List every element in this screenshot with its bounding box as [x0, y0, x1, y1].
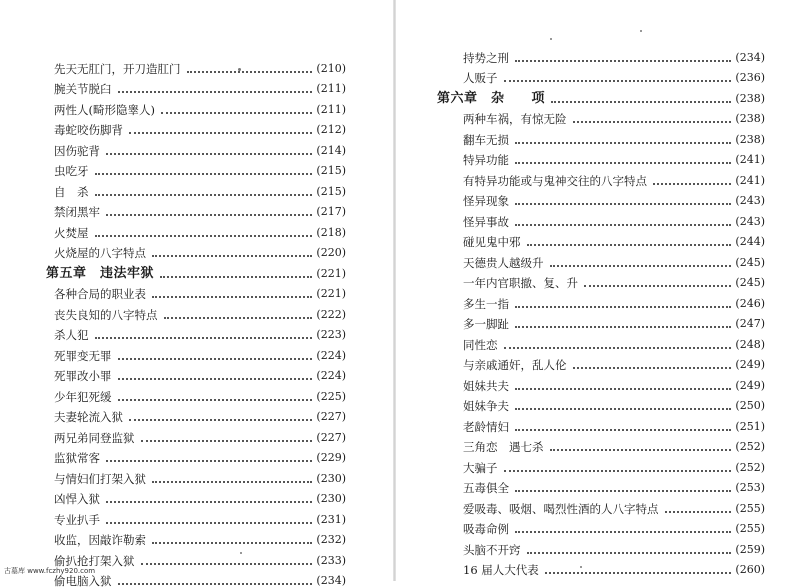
toc-entry-title: 姐妹共夫 — [455, 379, 509, 393]
toc-entry-title: 三角恋 遇七杀 — [455, 440, 544, 454]
toc-entry — [46, 178, 346, 199]
toc-entry-title: 偷扒抢打架入狱 — [46, 554, 135, 568]
dot-leader — [515, 162, 731, 164]
toc-entry-title: 凶悍入狱 — [46, 492, 100, 506]
toc-page-number: (220) — [316, 246, 346, 260]
toc-page-number: (241) — [735, 153, 765, 167]
dot-leader — [504, 80, 732, 82]
toc-page-number: (212) — [316, 123, 346, 137]
toc-entry-title: 一年内官职撤、复、升 — [455, 276, 578, 290]
dot-leader — [95, 173, 313, 175]
toc-entry — [455, 229, 765, 250]
toc-entry — [455, 516, 765, 537]
toc-entry-title: 姐妹争夫 — [455, 399, 509, 413]
dot-leader — [106, 214, 312, 216]
toc-entry — [455, 44, 765, 65]
toc-entry-title: 与亲戚通奸，乱人伦 — [455, 358, 567, 372]
toc-entry-title: 第六章 杂 项 — [437, 92, 545, 106]
toc-entry-title: 死罪改小罪 — [46, 369, 112, 383]
toc-entry — [46, 404, 346, 425]
toc-entry — [46, 301, 346, 322]
toc-page-number: (229) — [316, 451, 346, 465]
scan-speck — [580, 566, 582, 568]
dot-leader — [129, 419, 312, 421]
toc-page-number: (230) — [316, 472, 346, 486]
toc-entry-title: 虫吃牙 — [46, 164, 89, 178]
dot-leader — [95, 235, 313, 237]
toc-entry — [46, 281, 346, 302]
dot-leader — [129, 132, 312, 134]
toc-entry — [455, 413, 765, 434]
dot-leader — [515, 429, 731, 431]
toc-entry-title: 怪异现象 — [455, 194, 509, 208]
toc-entry-title: 杀人犯 — [46, 328, 89, 342]
dot-leader — [141, 440, 313, 442]
toc-page-number: (234) — [735, 51, 765, 65]
toc-entry — [455, 208, 765, 229]
dot-leader — [187, 71, 313, 73]
toc-entry — [455, 106, 765, 127]
dot-leader — [515, 60, 731, 62]
dot-leader — [118, 358, 313, 360]
toc-entry-title: 老龄情妇 — [455, 420, 509, 434]
toc-entry-title: 多一脚趾 — [455, 317, 509, 331]
toc-entry — [46, 383, 346, 404]
dot-leader — [515, 326, 731, 328]
toc-entry-title: 死罪变无罪 — [46, 349, 112, 363]
dot-leader — [152, 255, 312, 257]
toc-page-number: (252) — [735, 440, 765, 454]
dot-leader — [118, 378, 313, 380]
dot-leader — [515, 388, 731, 390]
toc-page-number: (211) — [316, 103, 346, 117]
toc-entry-title: 火烧屋的八字特点 — [46, 246, 146, 260]
toc-entry-title: 火焚屋 — [46, 226, 89, 240]
dot-leader — [515, 531, 731, 533]
site-watermark: 古墓库 www.fczhy920.com — [4, 566, 95, 576]
toc-entry-title: 自 杀 — [46, 185, 89, 199]
toc-entry-title: 专业扒手 — [46, 513, 100, 527]
toc-entry-title: 偷电脑入狱 — [46, 574, 112, 588]
toc-entry — [46, 219, 346, 240]
toc-page-number: (243) — [735, 194, 765, 208]
toc-page-number: (233) — [316, 554, 346, 568]
toc-page-number: (217) — [316, 205, 346, 219]
toc-page-number: (259) — [735, 543, 765, 557]
dot-leader — [160, 276, 312, 278]
toc-entry-title: 两兄弟同登监狱 — [46, 431, 135, 445]
toc-entry — [455, 126, 765, 147]
toc-page-number: (211) — [316, 82, 346, 96]
toc-entry — [455, 454, 765, 475]
dot-leader — [653, 183, 731, 185]
toc-page-number: (214) — [316, 144, 346, 158]
left-page — [0, 0, 396, 581]
toc-entry — [46, 465, 346, 486]
toc-entry — [46, 76, 346, 97]
dot-leader — [515, 306, 731, 308]
dot-leader — [527, 244, 732, 246]
toc-entry-title: 爱吸毒、吸烟、喝烈性酒的人八字特点 — [455, 502, 659, 516]
toc-page-number: (249) — [735, 358, 765, 372]
toc-entry — [455, 270, 765, 291]
toc-entry-title: 碰见鬼中邪 — [455, 235, 521, 249]
toc-page-number: (255) — [735, 522, 765, 536]
dot-leader — [573, 121, 732, 123]
toc-page-number: (238) — [735, 112, 765, 126]
toc-entry-title: 各种合局的职业表 — [46, 287, 146, 301]
toc-entry — [455, 249, 765, 270]
dot-leader — [550, 265, 732, 267]
dot-leader — [515, 408, 731, 410]
dot-leader — [95, 337, 313, 339]
toc-entry-title: 16 届人大代表 — [455, 563, 539, 577]
toc-entry-title: 丧失良知的八字特点 — [46, 308, 158, 322]
toc-page-number: (223) — [316, 328, 346, 342]
toc-entry — [46, 322, 346, 343]
dot-leader — [164, 317, 313, 319]
toc-page-number: (232) — [316, 533, 346, 547]
dot-leader — [551, 101, 731, 103]
scan-speck — [640, 30, 642, 32]
toc-entry — [46, 363, 346, 384]
dot-leader — [545, 572, 732, 574]
toc-page-number: (221) — [316, 267, 346, 281]
dot-leader — [515, 142, 731, 144]
dot-leader — [106, 460, 312, 462]
dot-leader — [584, 285, 731, 287]
dot-leader — [95, 194, 313, 196]
toc-page-number: (241) — [735, 174, 765, 188]
toc-page-number: (243) — [735, 215, 765, 229]
toc-entry-title: 多生一指 — [455, 297, 509, 311]
toc-entry-title: 禁闭黑牢 — [46, 205, 100, 219]
toc-entry — [455, 372, 765, 393]
scan-speck — [238, 68, 241, 71]
toc-entry-title: 第五章 违法牢狱 — [46, 267, 154, 281]
toc-entry-title: 吸毒命例 — [455, 522, 509, 536]
toc-entry — [455, 495, 765, 516]
dot-leader — [161, 112, 312, 114]
toc-page-number: (245) — [735, 256, 765, 270]
toc-chapter-heading — [455, 85, 765, 106]
toc-page-number: (215) — [316, 164, 346, 178]
toc-page-number: (250) — [735, 399, 765, 413]
dot-leader — [527, 552, 732, 554]
toc-entry — [455, 475, 765, 496]
scan-speck — [240, 552, 242, 554]
toc-page-number: (238) — [735, 133, 765, 147]
toc-entry — [455, 557, 765, 578]
toc-list-right — [455, 44, 765, 577]
toc-entry — [46, 199, 346, 220]
toc-page-number: (252) — [735, 461, 765, 475]
toc-entry — [46, 96, 346, 117]
toc-entry-title: 监狱常客 — [46, 451, 100, 465]
toc-page-number: (215) — [316, 185, 346, 199]
dot-leader — [515, 490, 731, 492]
toc-entry — [455, 393, 765, 414]
toc-entry-title: 先天无肛门，开刀造肛门 — [46, 62, 181, 76]
dot-leader — [515, 203, 731, 205]
toc-page-number: (218) — [316, 226, 346, 240]
toc-entry — [46, 240, 346, 261]
toc-entry — [455, 188, 765, 209]
toc-entry-title: 两种车祸，有惊无险 — [455, 112, 567, 126]
toc-entry-title: 腕关节脱臼 — [46, 82, 112, 96]
toc-entry — [46, 486, 346, 507]
toc-entry — [455, 434, 765, 455]
toc-page-number: (224) — [316, 349, 346, 363]
toc-entry — [46, 527, 346, 548]
toc-entry-title: 少年犯死缓 — [46, 390, 112, 404]
toc-page-number: (245) — [735, 276, 765, 290]
toc-entry-title: 两性人(畸形隐睾人) — [46, 103, 155, 117]
dot-leader — [573, 367, 732, 369]
dot-leader — [106, 153, 312, 155]
toc-entry-title: 天德贵人越级升 — [455, 256, 544, 270]
toc-entry — [455, 167, 765, 188]
toc-page-number: (251) — [735, 420, 765, 434]
toc-entry-title: 与情妇们打架入狱 — [46, 472, 146, 486]
toc-page-number: (227) — [316, 410, 346, 424]
toc-entry-title: 特异功能 — [455, 153, 509, 167]
dot-leader — [118, 399, 313, 401]
toc-page-number: (244) — [735, 235, 765, 249]
dot-leader — [141, 563, 313, 565]
toc-page-number: (236) — [735, 71, 765, 85]
toc-page-number: (227) — [316, 431, 346, 445]
toc-entry — [46, 117, 346, 138]
dot-leader — [550, 449, 732, 451]
toc-entry-title: 毒蛇咬伤脚背 — [46, 123, 123, 137]
dot-leader — [152, 481, 312, 483]
toc-page-number: (248) — [735, 338, 765, 352]
toc-entry-title: 人贩子 — [455, 71, 498, 85]
toc-entry — [46, 137, 346, 158]
toc-page-number: (249) — [735, 379, 765, 393]
toc-list-left — [46, 55, 346, 588]
toc-page-number: (234) — [316, 574, 346, 588]
toc-page-number: (222) — [316, 308, 346, 322]
toc-page-number: (255) — [735, 502, 765, 516]
toc-entry — [46, 158, 346, 179]
toc-entry — [46, 445, 346, 466]
toc-entry — [455, 536, 765, 557]
dot-leader — [504, 347, 732, 349]
toc-entry-title: 同性恋 — [455, 338, 498, 352]
toc-entry — [46, 342, 346, 363]
dot-leader — [152, 542, 312, 544]
toc-entry — [455, 352, 765, 373]
toc-page-number: (238) — [735, 92, 765, 106]
toc-page-number: (253) — [735, 481, 765, 495]
dot-leader — [515, 224, 731, 226]
toc-page-number: (246) — [735, 297, 765, 311]
toc-entry-title: 持势之刑 — [455, 51, 509, 65]
dot-leader — [152, 296, 312, 298]
toc-entry — [455, 331, 765, 352]
toc-page-number: (225) — [316, 390, 346, 404]
toc-entry-title: 翻车无损 — [455, 133, 509, 147]
toc-entry — [46, 547, 346, 568]
dot-leader — [106, 522, 312, 524]
toc-page-number: (210) — [316, 62, 346, 76]
toc-entry-title: 有特异功能或与鬼神交往的八字特点 — [455, 174, 647, 188]
toc-page-number: (231) — [316, 513, 346, 527]
toc-entry-title: 大骗子 — [455, 461, 498, 475]
dot-leader — [106, 501, 312, 503]
toc-entry-title: 怪异事故 — [455, 215, 509, 229]
toc-page-number: (221) — [316, 287, 346, 301]
toc-page-number: (230) — [316, 492, 346, 506]
toc-entry — [46, 424, 346, 445]
toc-page-number: (247) — [735, 317, 765, 331]
toc-entry-title: 夫妻轮流入狱 — [46, 410, 123, 424]
toc-entry-title: 收监，因敲诈勒索 — [46, 533, 146, 547]
toc-entry-title: 五毒俱全 — [455, 481, 509, 495]
toc-entry — [455, 65, 765, 86]
dot-leader — [118, 91, 313, 93]
toc-entry — [455, 147, 765, 168]
toc-entry-title: 因伤驼背 — [46, 144, 100, 158]
dot-leader — [504, 470, 732, 472]
dot-leader — [665, 511, 732, 513]
toc-page-number: (224) — [316, 369, 346, 383]
toc-chapter-heading — [46, 260, 346, 281]
toc-entry — [455, 290, 765, 311]
scan-speck — [550, 38, 552, 40]
toc-entry — [46, 506, 346, 527]
dot-leader — [118, 583, 313, 585]
toc-page-number: (260) — [735, 563, 765, 577]
toc-entry — [46, 55, 346, 76]
toc-entry-title: 头脑不开窍 — [455, 543, 521, 557]
toc-entry — [455, 311, 765, 332]
